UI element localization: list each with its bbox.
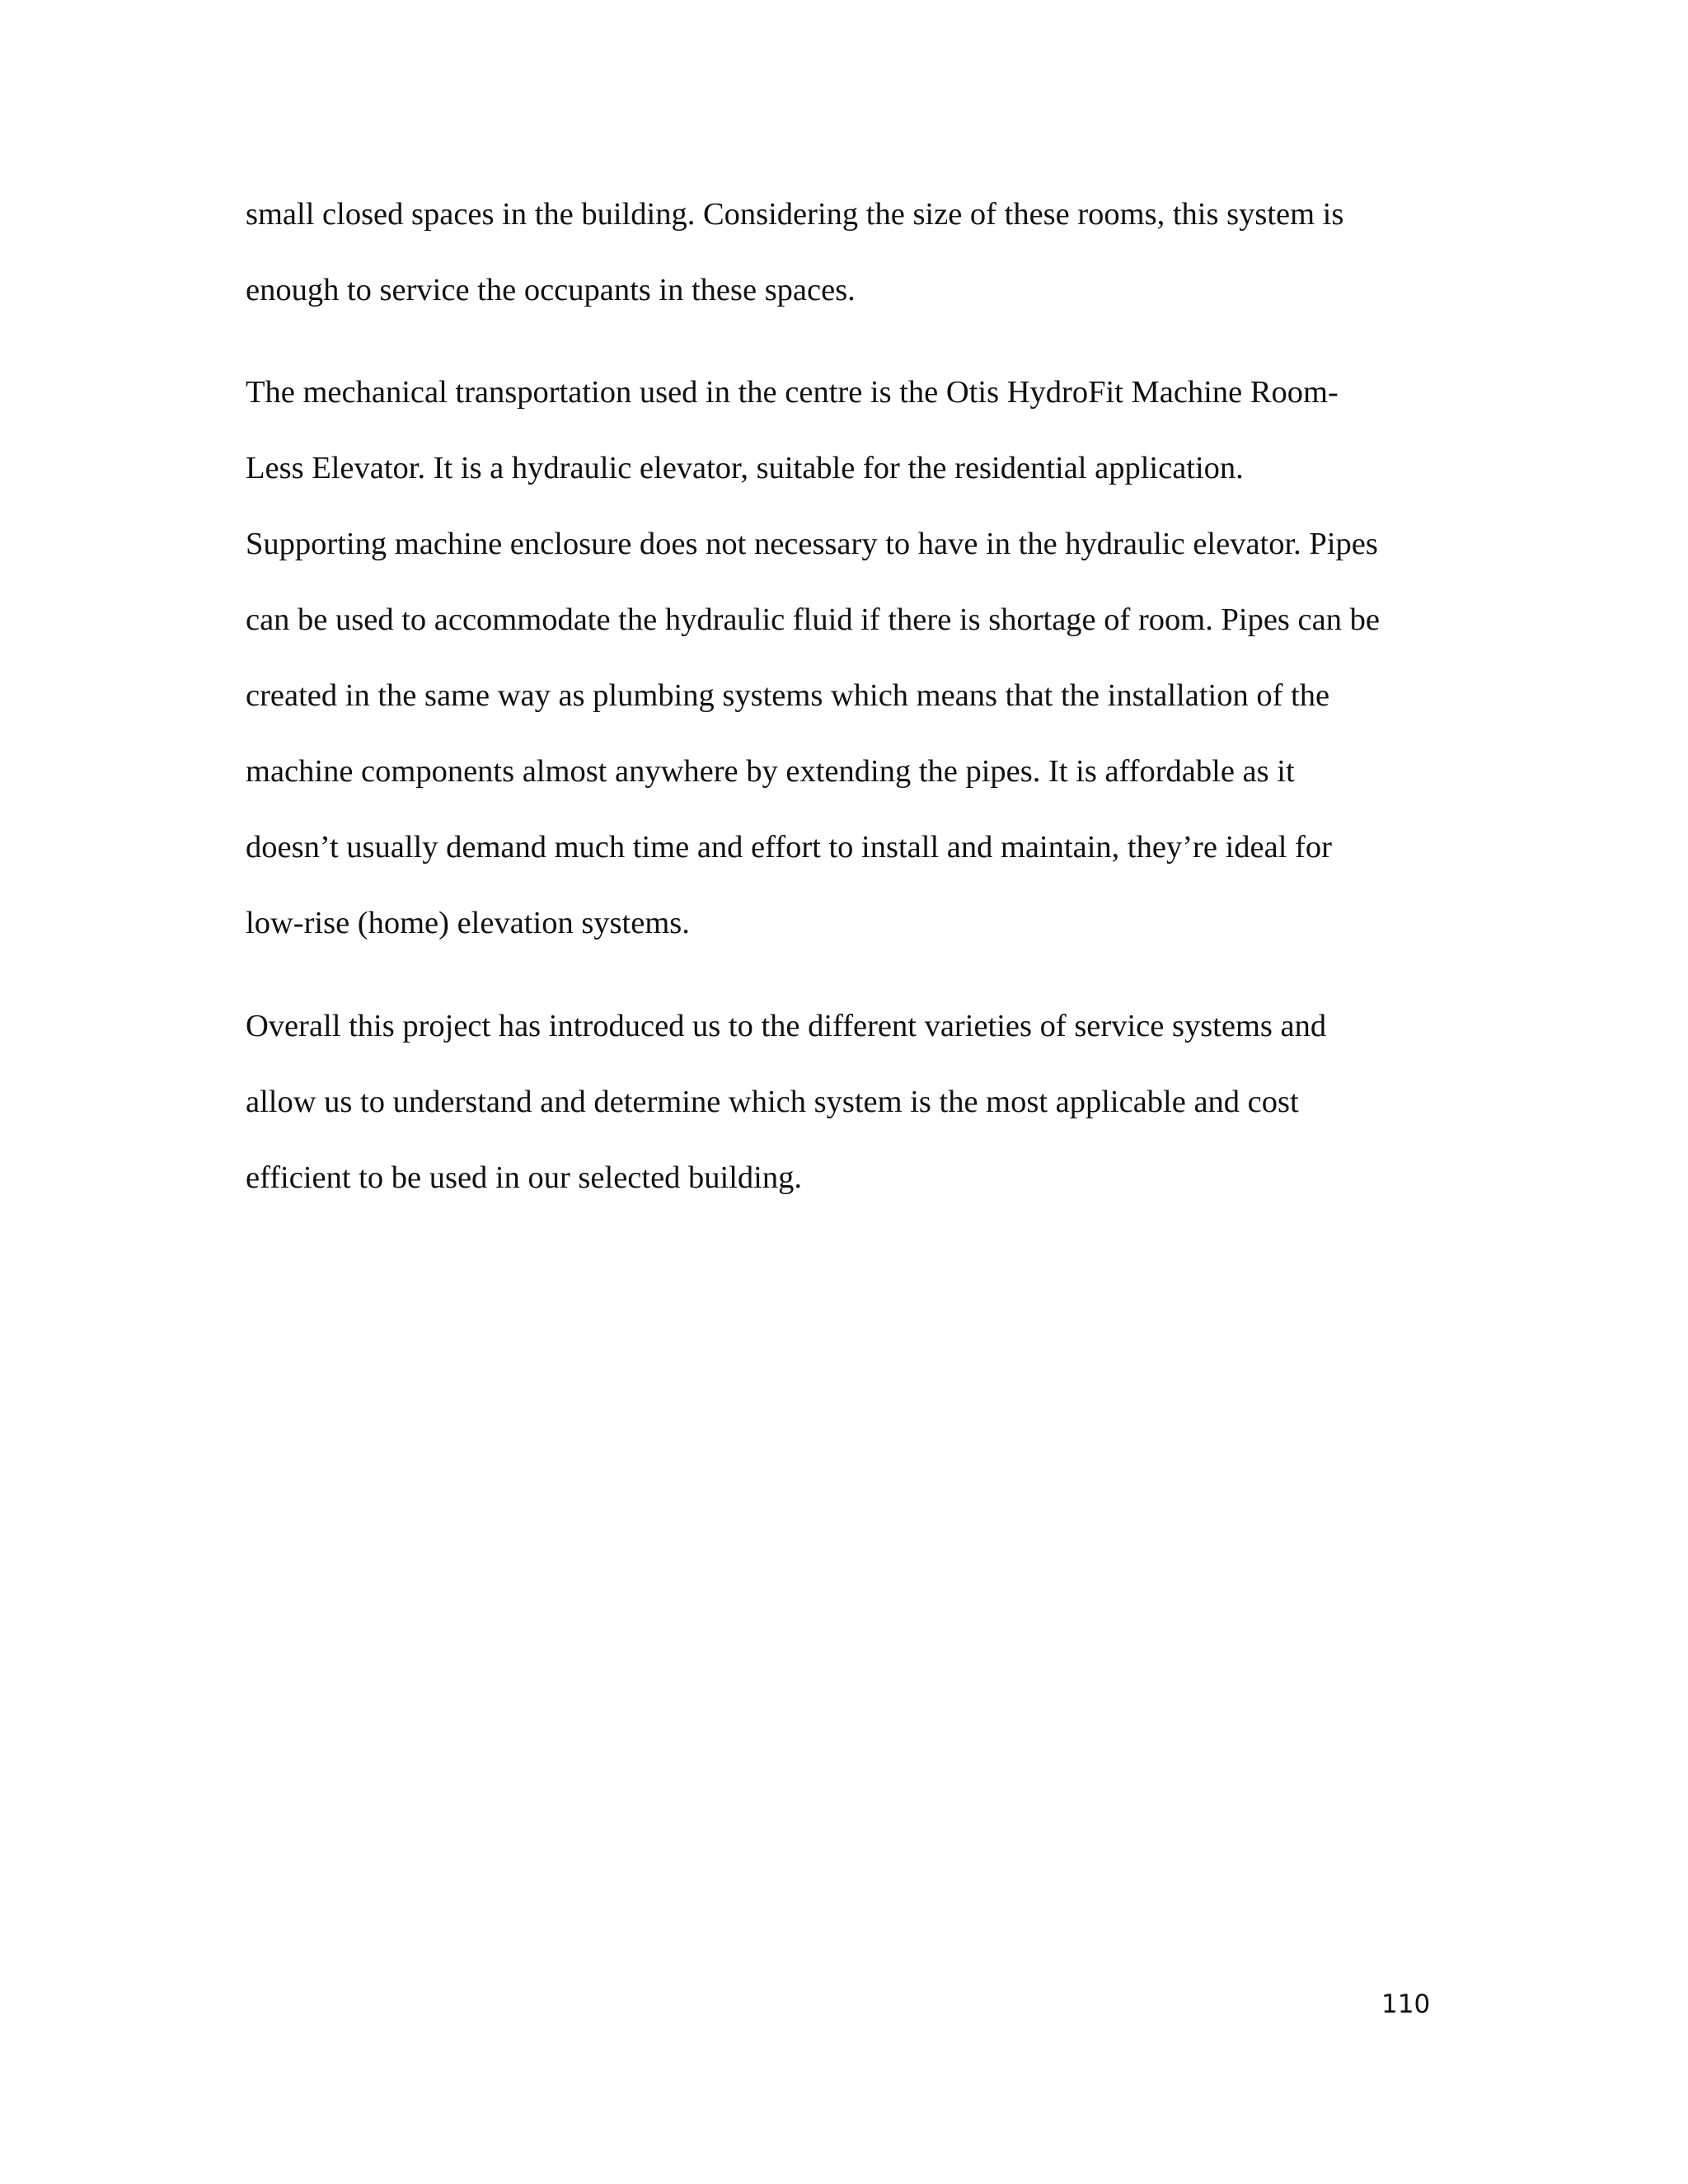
paragraph-3-line-3: efficient to be used in our selected building. — [246, 1160, 802, 1195]
paragraph-3-line-1: Overall this project has introduced us to the different varieties of service systems and — [246, 1009, 1327, 1043]
paragraph-2-line-8: low-rise (home) elevation systems. — [246, 906, 690, 940]
paragraph-2-line-4: can be used to accommodate the hydraulic fluid if there is shortage of room. Pipes can be — [246, 602, 1380, 637]
paragraph-2-line-3: Supporting machine enclosure does not necessary to have in the hydraulic elevator. Pipes — [246, 527, 1378, 561]
paragraph-2-line-2: Less Elevator. It is a hydraulic elevator, suitable for the residential application. — [246, 451, 1244, 485]
paragraph-2-line-5: created in the same way as plumbing systems which means that the installation of the — [246, 678, 1330, 713]
paragraph-2-line-1: The mechanical transportation used in the centre is the Otis HydroFit Machine Room- — [246, 375, 1339, 410]
paragraph-2-line-7: doesn’t usually demand much time and effort to install and maintain, they’re ideal for — [246, 830, 1332, 865]
paragraph-1-line-2: enough to service the occupants in these spaces. — [246, 273, 856, 307]
paragraph-3-line-2: allow us to understand and determine which system is the most applicable and cost — [246, 1085, 1299, 1119]
paragraph-2-line-6: machine components almost anywhere by extending the pipes. It is affordable as it — [246, 754, 1295, 789]
page-number: 110 — [1381, 1990, 1431, 2019]
paragraph-1-line-1: small closed spaces in the building. Considering the size of these rooms, this system is — [246, 197, 1344, 232]
